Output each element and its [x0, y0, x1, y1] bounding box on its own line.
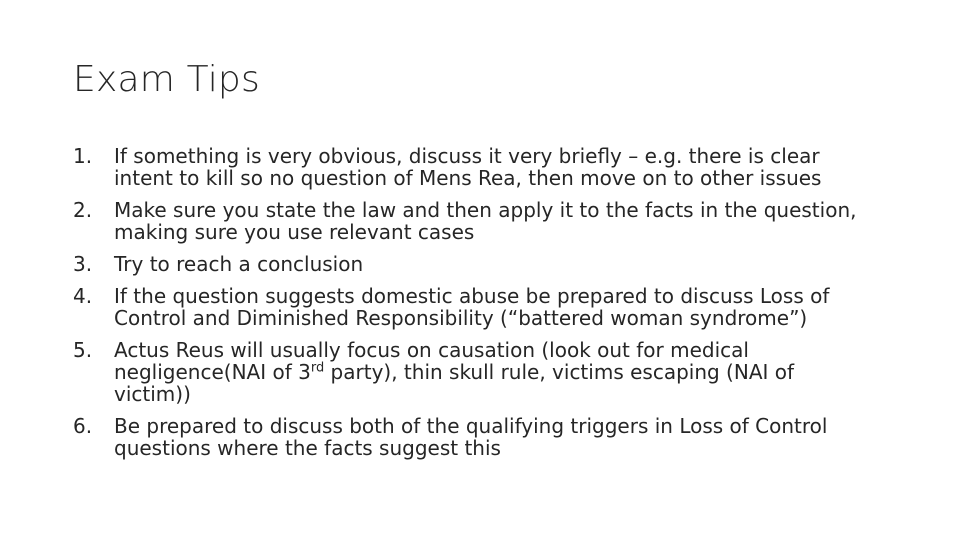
list-item-number: 1.	[73, 144, 93, 168]
list-item	[73, 145, 873, 189]
list-item-text: Make sure you state the law and then apply it to the facts in the question, making sure you use relevant cases	[114, 198, 857, 244]
exam-tips-list	[73, 145, 873, 469]
list-item-text: If something is very obvious, discuss it very briefly – e.g. there is clear intent to kill so no question of Mens Rea, then move on to other issues	[114, 144, 822, 190]
list-item-number: 6.	[73, 414, 93, 438]
text-segment: Actus Reus will usually focus on causation (look out for medical negligence(NAI of 3	[114, 338, 749, 384]
list-item	[73, 285, 873, 329]
superscript-ordinal: rd	[310, 360, 325, 376]
list-item	[73, 253, 873, 275]
list-item-number: 4.	[73, 284, 93, 308]
list-item-number: 5.	[73, 338, 93, 362]
list-item-number: 2.	[73, 198, 93, 222]
slide-title: Exam Tips	[73, 59, 260, 100]
list-item-text: If the question suggests domestic abuse be prepared to discuss Loss of Control and Diminished Responsibility (“battered woman syndrome”)	[114, 284, 830, 330]
text-segment: party), thin skull rule, victims escaping (NAI of victim))	[114, 360, 795, 406]
list-item-text: Try to reach a conclusion	[114, 252, 364, 276]
list-item-text	[114, 339, 873, 405]
list-item	[73, 415, 873, 459]
list-item-text: Be prepared to discuss both of the qualifying triggers in Loss of Control questions where the facts suggest this	[114, 414, 828, 460]
list-item	[73, 199, 873, 243]
list-item	[73, 339, 873, 405]
list-item-number: 3.	[73, 252, 93, 276]
